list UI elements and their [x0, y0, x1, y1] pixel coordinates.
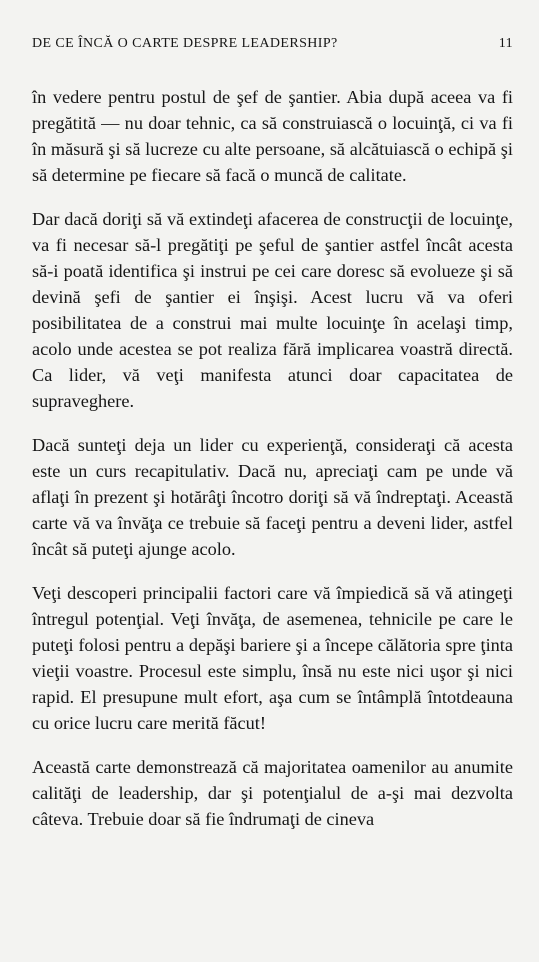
- paragraph-5: Această carte demonstrează că majoritatea oamenilor au anumite calităţi de leadership, dar şi potenţialul de a-şi mai dezvolta câteva. Trebuie doar să fie îndrumaţi de cineva: [32, 757, 513, 829]
- chapter-title: DE CE ÎNCĂ O CARTE DESPRE LEADERSHIP?: [32, 36, 338, 51]
- paragraph-1: în vedere pentru postul de şef de şantier. Abia după aceea va fi pregătită — nu doar tehnic, ca să construiască o locuinţă, ci va fi în măsură şi să lucreze cu alte persoane, să alcătuiască o echipă şi să determine pe fiecare să facă o muncă de calitate.: [32, 87, 513, 185]
- body-text: [32, 84, 513, 832]
- running-header: [32, 36, 513, 52]
- paragraph-4: Veţi descoperi principalii factori care vă împiedică să vă atingeţi întregul potenţial. Veţi învăţa, de asemenea, tehnicile pe care le puteţi folosi pentru a depăşi bariere şi a începe călătoria spre ţinta vieţii voastre. Procesul este simplu, însă nu este nici uşor şi nici rapid. El presupune mult efort, aşa cum se întâmplă întotdeauna cu orice lucru care merită făcut!: [32, 583, 513, 733]
- paragraph-3: Dacă sunteţi deja un lider cu experienţă, consideraţi că acesta este un curs recapitulativ. Dacă nu, apreciaţi cam pe unde vă aflaţi în prezent şi hotărâţi încotro doriţi să vă îndreptaţi. Această carte vă va învăţa ce trebuie să faceţi pentru a deveni lider, astfel încât să puteţi ajunge acolo.: [32, 435, 513, 559]
- paragraph-2: Dar dacă doriţi să vă extindeţi afacerea de construcţii de locuinţe, va fi necesar să-l pregătiţi pe şeful de şantier astfel încât acesta să-i poată identifica şi instrui pe cei care doresc să evolueze şi să devină şefi de şantier ei înşişi. Acest lucru vă va oferi posibilitatea de a construi mai multe locuinţe în acelaşi timp, acolo unde acestea se pot realiza fără implicarea voastră directă. Ca lider, vă veţi manifesta atunci doar capacitatea de supraveghere.: [32, 209, 513, 411]
- page-number: 11: [498, 36, 513, 51]
